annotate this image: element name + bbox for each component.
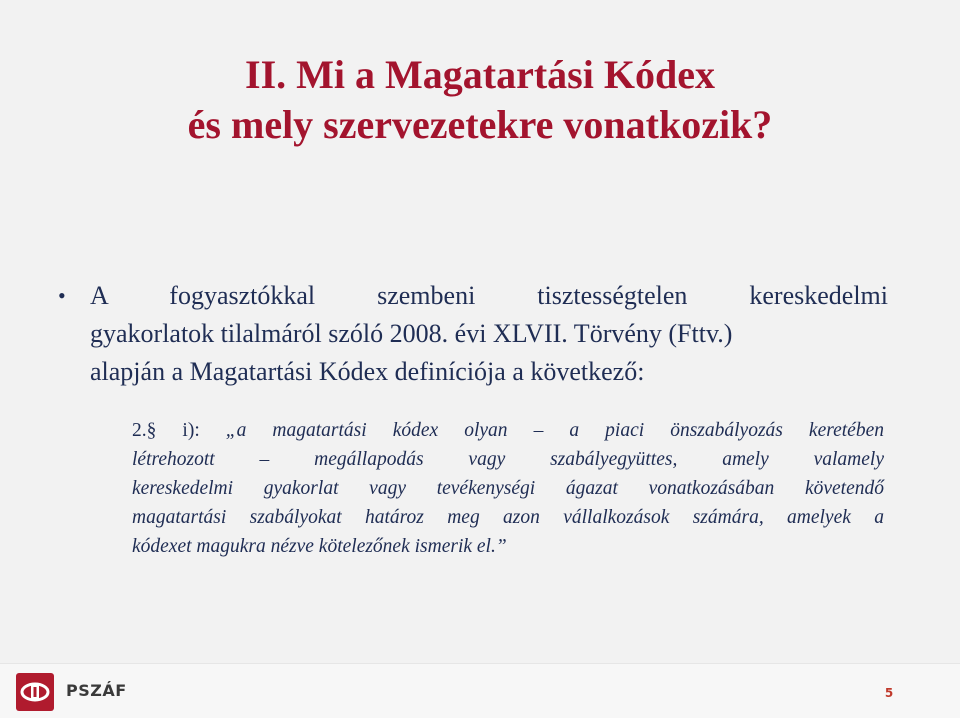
quote-line-3: kereskedelmi gyakorlat vagy tevékenységi ágazat vonatkozásában követendő <box>132 478 884 499</box>
quote-line-1 <box>132 416 884 445</box>
bullet-line-2: gyakorlatok tilalmáról szóló 2008. évi XLVII. Törvény (Fttv.) <box>90 319 733 348</box>
quote-line-5: kódexet magukra nézve kötelezőnek ismerik el.” <box>132 536 507 557</box>
quote-section-ref: 2.§ i): <box>132 420 200 441</box>
page-number: 5 <box>884 686 894 700</box>
bullet-line-3: alapján a Magatartási Kódex definíciója a következő: <box>90 357 645 386</box>
bullet-text <box>90 277 888 391</box>
bullet-marker: • <box>58 283 66 308</box>
pszaf-logo-icon <box>16 673 54 711</box>
title-line-1: II. Mi a Magatartási Kódex <box>245 52 715 97</box>
quote-line-4: magatartási szabályokat határoz meg azon vállalkozások számára, amelyek a <box>132 507 884 528</box>
bullet-item <box>58 277 888 391</box>
quote-line-1-text: „a magatartási kódex olyan – a piaci önszabályozás keretében <box>199 420 884 441</box>
bullet-line-1: A fogyasztókkal szembeni tisztességtelen kereskedelmi <box>90 281 888 310</box>
quote-line-2: létrehozott – megállapodás vagy szabályegyüttes, amely valamely <box>132 449 884 470</box>
slide-title <box>0 50 960 150</box>
footer-bar <box>0 663 960 718</box>
title-line-2: és mely szervezetekre vonatkozik? <box>187 102 773 147</box>
brand-name: PSZÁF <box>66 681 127 700</box>
definition-quote <box>132 416 884 561</box>
